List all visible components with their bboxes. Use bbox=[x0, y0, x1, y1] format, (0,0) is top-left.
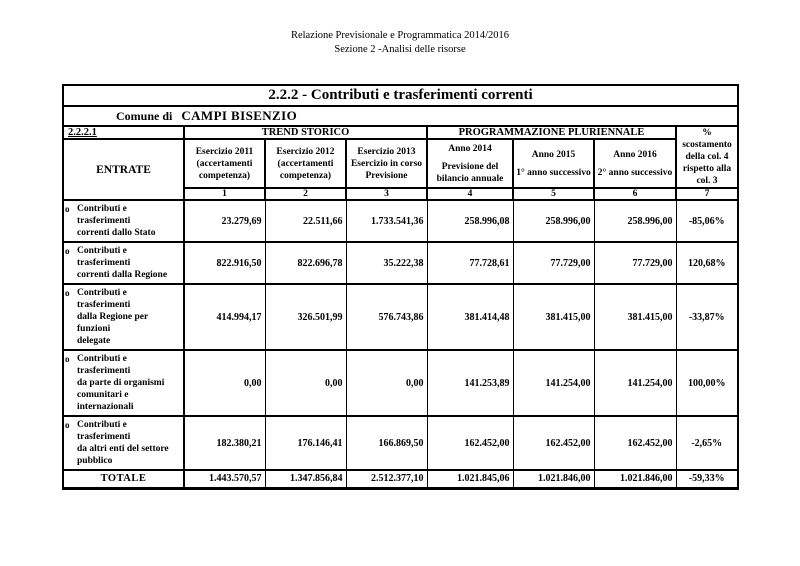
column-header-title: Esercizio 2013 bbox=[357, 146, 416, 157]
value-cell: 141.254,00 bbox=[594, 350, 676, 416]
section-code-cell bbox=[63, 126, 184, 139]
value-cell: 22.511,66 bbox=[265, 200, 346, 242]
column-number: 3 bbox=[346, 188, 427, 200]
value-cell: 141.253,89 bbox=[427, 350, 513, 416]
row-bullet: o bbox=[65, 420, 70, 430]
value-cell: 77.729,00 bbox=[594, 242, 676, 284]
column-header-anno-2016 bbox=[594, 139, 676, 188]
value-cell: 576.743,86 bbox=[346, 284, 427, 350]
column-header-sub: Esercizio in corso Previsione bbox=[350, 158, 423, 181]
column-header-sub: 2° anno successivo bbox=[597, 167, 673, 178]
value-cell: 166.869,50 bbox=[346, 416, 427, 470]
value-cell: 1.733.541,36 bbox=[346, 200, 427, 242]
row-label-cell bbox=[63, 350, 184, 416]
pct-column-header: % scostamento della col. 4 rispetto alla col. 3 bbox=[676, 126, 738, 188]
column-header-title: Esercizio 2012 bbox=[276, 146, 335, 157]
column-number: 4 bbox=[427, 188, 513, 200]
value-cell: 162.452,00 bbox=[427, 416, 513, 470]
comune-row bbox=[63, 106, 738, 126]
column-header-esercizio-2012 bbox=[265, 139, 346, 188]
total-pct-cell: -59,33% bbox=[676, 470, 738, 488]
row-bullet: o bbox=[65, 354, 70, 364]
column-header-title: Anno 2015 bbox=[531, 149, 576, 160]
column-header-sub: (accertamenti competenza) bbox=[277, 158, 334, 181]
row-bullet: o bbox=[65, 204, 70, 214]
column-number: 7 bbox=[676, 188, 738, 200]
row-bullet: o bbox=[65, 288, 70, 298]
column-header-title: Esercizio 2011 bbox=[195, 146, 254, 157]
column-number: 5 bbox=[513, 188, 594, 200]
value-cell: 381.414,48 bbox=[427, 284, 513, 350]
budget-table bbox=[62, 84, 739, 490]
row-label-cell bbox=[63, 242, 184, 284]
value-cell: 23.279,69 bbox=[184, 200, 265, 242]
value-cell: 258.996,00 bbox=[594, 200, 676, 242]
column-number: 1 bbox=[184, 188, 265, 200]
table-row bbox=[63, 416, 738, 470]
value-cell: 822.696,78 bbox=[265, 242, 346, 284]
row-label-cell bbox=[63, 200, 184, 242]
row-label: Contributi e trasferimenti da altri enti del settore pubblico bbox=[77, 420, 169, 466]
value-cell: 326.501,99 bbox=[265, 284, 346, 350]
total-row bbox=[63, 470, 738, 488]
value-cell: 258.996,00 bbox=[513, 200, 594, 242]
entrate-header: ENTRATE bbox=[63, 139, 184, 200]
section-code: 2.2.2.1 bbox=[68, 127, 97, 138]
pct-cell: 100,00% bbox=[676, 350, 738, 416]
value-cell: 162.452,00 bbox=[513, 416, 594, 470]
column-header-sub: 1° anno successivo bbox=[516, 167, 591, 178]
row-label-cell bbox=[63, 416, 184, 470]
column-header-sub: (accertamenti competenza) bbox=[196, 158, 253, 181]
row-label: Contributi e trasferimenti dalla Regione per funzioni delegate bbox=[77, 288, 149, 346]
column-header-esercizio-2013 bbox=[346, 139, 427, 188]
row-label: Contributi e trasferimenti correnti dallo Stato bbox=[77, 204, 156, 238]
value-cell: 414.994,17 bbox=[184, 284, 265, 350]
document-header bbox=[0, 29, 800, 57]
table-title-row bbox=[63, 85, 738, 106]
total-value-cell: 1.021.846,00 bbox=[594, 470, 676, 488]
column-header-anno-2015 bbox=[513, 139, 594, 188]
value-cell: 77.729,00 bbox=[513, 242, 594, 284]
table-row bbox=[63, 200, 738, 242]
value-cell: 381.415,00 bbox=[513, 284, 594, 350]
pct-cell: -85,06% bbox=[676, 200, 738, 242]
value-cell: 0,00 bbox=[265, 350, 346, 416]
value-cell: 141.254,00 bbox=[513, 350, 594, 416]
document-header-line1: Relazione Previsionale e Programmatica 2014/2016 bbox=[290, 30, 510, 41]
total-value-cell: 1.443.570,57 bbox=[184, 470, 265, 488]
column-header-title: Anno 2014 bbox=[448, 143, 492, 154]
comune-cell bbox=[63, 106, 738, 126]
comune-label: Comune di bbox=[116, 109, 173, 123]
document-header-line2: Sezione 2 -Analisi delle risorse bbox=[334, 44, 466, 55]
value-cell: 35.222,38 bbox=[346, 242, 427, 284]
column-header-title: Anno 2016 bbox=[613, 149, 657, 160]
programmazione-header: PROGRAMMAZIONE PLURIENNALE bbox=[427, 126, 676, 139]
column-header-esercizio-2011 bbox=[184, 139, 265, 188]
table-row bbox=[63, 350, 738, 416]
pct-cell: -33,87% bbox=[676, 284, 738, 350]
value-cell: 77.728,61 bbox=[427, 242, 513, 284]
row-label: Contributi e trasferimenti correnti dalla Regione bbox=[77, 246, 168, 280]
total-value-cell: 1.347.856,84 bbox=[265, 470, 346, 488]
total-value-cell: 1.021.845,06 bbox=[427, 470, 513, 488]
total-label: TOTALE bbox=[63, 470, 184, 488]
value-cell: 182.380,21 bbox=[184, 416, 265, 470]
total-value-cell: 1.021.846,00 bbox=[513, 470, 594, 488]
section-header-row bbox=[63, 126, 738, 139]
total-value-cell: 2.512.377,10 bbox=[346, 470, 427, 488]
comune-value: CAMPI BISENZIO bbox=[181, 108, 298, 123]
value-cell: 162.452,00 bbox=[594, 416, 676, 470]
row-label: Contributi e trasferimenti da parte di organismi comunitari e internazionali bbox=[77, 354, 165, 412]
column-number: 2 bbox=[265, 188, 346, 200]
table-title: 2.2.2 - Contributi e trasferimenti correnti bbox=[63, 85, 738, 106]
pct-cell: -2,65% bbox=[676, 416, 738, 470]
column-header-sub: Previsione del bilancio annuale bbox=[436, 161, 504, 184]
row-label-cell bbox=[63, 284, 184, 350]
table-row bbox=[63, 284, 738, 350]
trend-storico-header: TREND STORICO bbox=[184, 126, 427, 139]
column-header-row bbox=[63, 139, 738, 188]
value-cell: 176.146,41 bbox=[265, 416, 346, 470]
value-cell: 258.996,08 bbox=[427, 200, 513, 242]
value-cell: 0,00 bbox=[184, 350, 265, 416]
value-cell: 381.415,00 bbox=[594, 284, 676, 350]
row-bullet: o bbox=[65, 246, 70, 256]
column-number: 6 bbox=[594, 188, 676, 200]
value-cell: 822.916,50 bbox=[184, 242, 265, 284]
value-cell: 0,00 bbox=[346, 350, 427, 416]
column-header-anno-2014 bbox=[427, 139, 513, 188]
table-row bbox=[63, 242, 738, 284]
pct-cell: 120,68% bbox=[676, 242, 738, 284]
